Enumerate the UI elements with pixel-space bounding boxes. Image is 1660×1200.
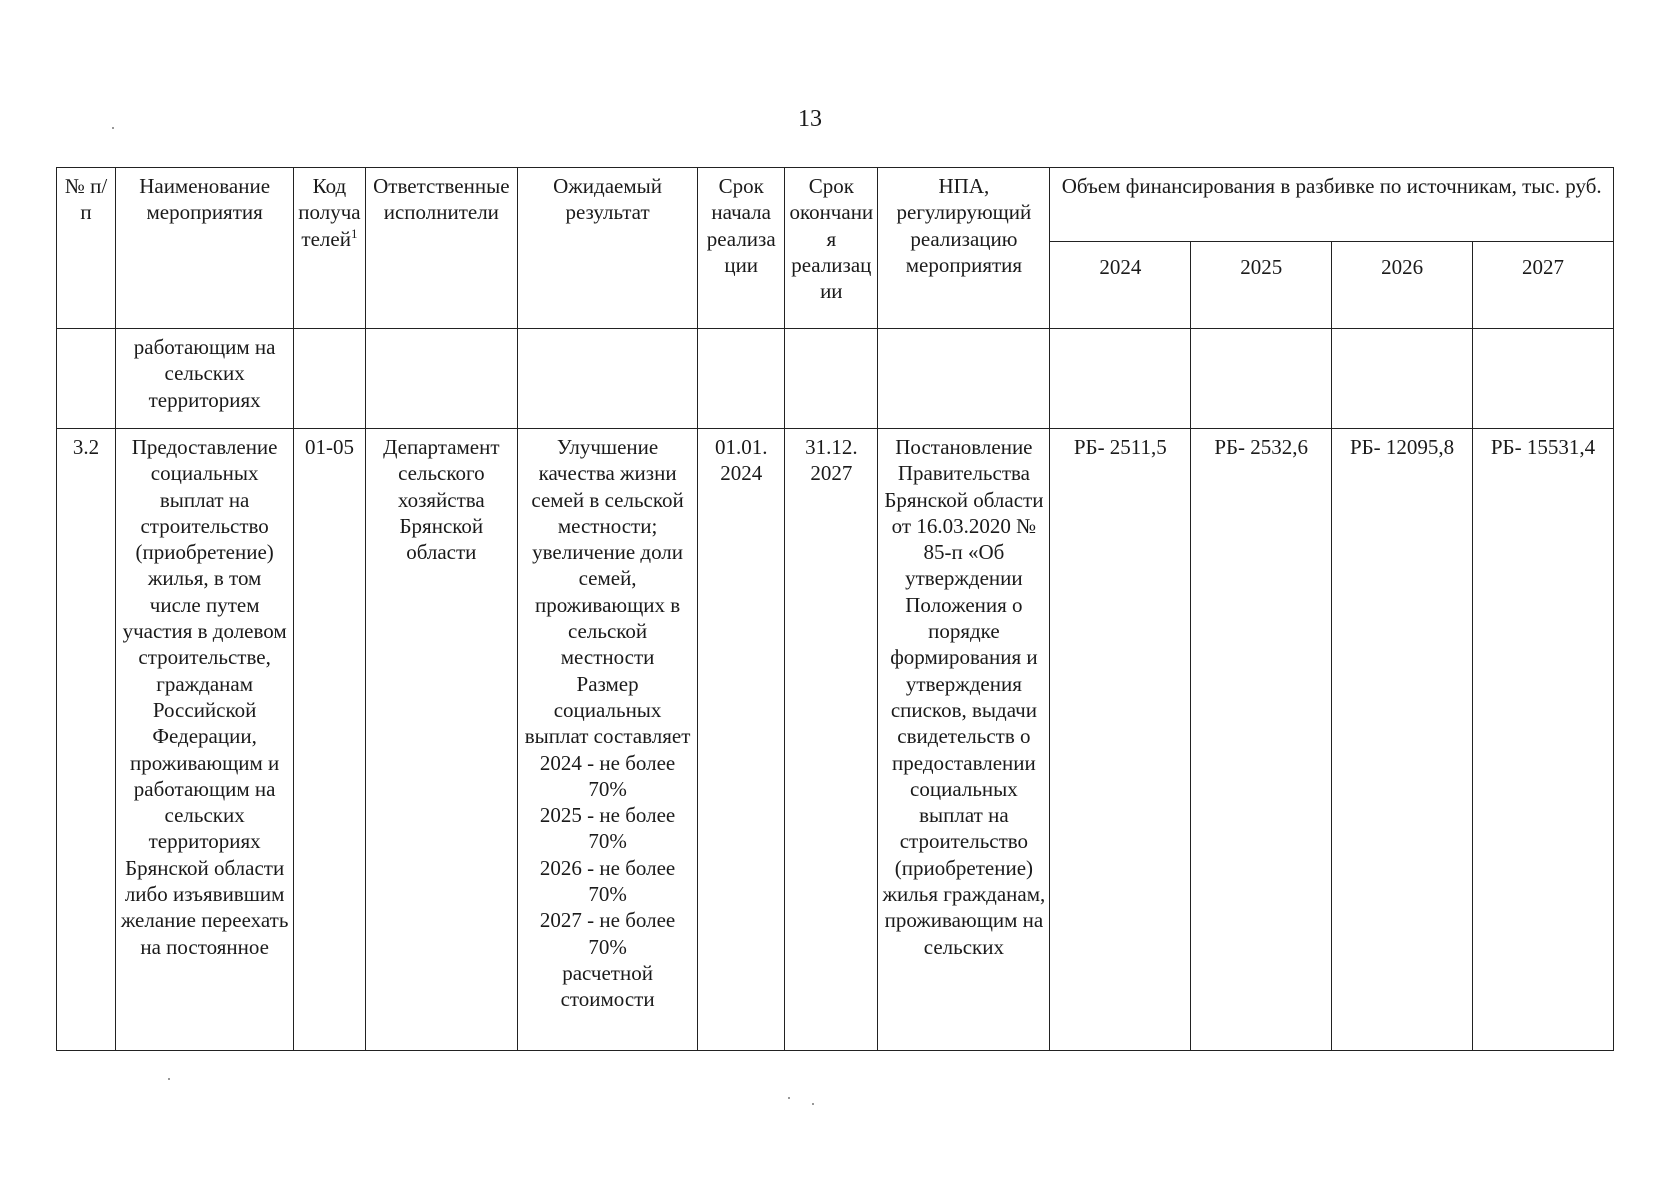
- header-name: Наименование мероприятия: [116, 168, 294, 329]
- cell-funding-2026: РБ- 12095,8: [1332, 429, 1473, 1051]
- table-row: [57, 329, 1614, 429]
- measures-table: [56, 167, 1614, 1051]
- cell-funding-2026: [1332, 329, 1473, 429]
- cell-funding-2027: РБ- 15531,4: [1473, 429, 1614, 1051]
- cell-funding-2025: [1191, 329, 1332, 429]
- cell-funding-2027: [1473, 329, 1614, 429]
- cell-name: Предоставление социальных выплат на строительство (приобретение) жилья, в том числе путем участия в долевом строительстве, гражданам Российской Федерации, проживающим и работающим на сельских территориях Брянской области либо изъявившим желание переехать на постоянное: [116, 429, 294, 1051]
- cell-name: работающим на сельских территориях: [116, 329, 294, 429]
- cell-executors: [365, 329, 517, 429]
- cell-end: 31.12. 2027: [785, 429, 878, 1051]
- scan-speck: [788, 1097, 790, 1099]
- cell-end: [785, 329, 878, 429]
- header-executors: Ответственные исполнители: [365, 168, 517, 329]
- header-year-2027: 2027: [1473, 242, 1614, 329]
- cell-num: 3.2: [57, 429, 116, 1051]
- cell-npa: [878, 329, 1050, 429]
- header-num: № п/п: [57, 168, 116, 329]
- cell-result: [517, 329, 697, 429]
- page-number: 13: [798, 106, 822, 132]
- cell-executors: Департамент сельского хозяйства Брянской области: [365, 429, 517, 1051]
- cell-funding-2024: [1050, 329, 1191, 429]
- cell-npa: Постановление Правительства Брянской области от 16.03.2020 № 85-п «Об утверждении Положения о порядке формирования и утверждения списков, выдачи свидетельств о предоставлении социальных выплат на строительство (приобретение) жилья гражданам, проживающим на сельских: [878, 429, 1050, 1051]
- header-year-2026: 2026: [1332, 242, 1473, 329]
- header-npa: НПА, регулирующий реализацию мероприятия: [878, 168, 1050, 329]
- header-code-footnote: 1: [350, 225, 358, 241]
- cell-result: Улучшение качества жизни семей в сельской местности; увеличение доли семей, проживающих в сельской местности Размер социальных выплат составляет 2024 - не более 70% 2025 - не более 70% 2026 - не более 70% 2027 - не более 70% расчетной стоимости: [517, 429, 697, 1051]
- cell-funding-2024: РБ- 2511,5: [1050, 429, 1191, 1051]
- table-row: [57, 429, 1614, 1051]
- cell-num: [57, 329, 116, 429]
- header-year-2025: 2025: [1191, 242, 1332, 329]
- header-year-2024: 2024: [1050, 242, 1191, 329]
- scan-speck: [112, 127, 114, 129]
- header-start: Срок начала реализации: [698, 168, 785, 329]
- cell-code: [294, 329, 365, 429]
- header-code-label: Код получателей: [298, 174, 361, 251]
- header-end: Срок окончания реализации: [785, 168, 878, 329]
- cell-funding-2025: РБ- 2532,6: [1191, 429, 1332, 1051]
- cell-start: 01.01. 2024: [698, 429, 785, 1051]
- scan-speck: [812, 1103, 814, 1105]
- header-code: [294, 168, 365, 329]
- header-funding: Объем финансирования в разбивке по источникам, тыс. руб.: [1050, 168, 1614, 242]
- scan-speck: [168, 1078, 170, 1080]
- header-row: [57, 168, 1614, 242]
- cell-start: [698, 329, 785, 429]
- header-result: Ожидаемый результат: [517, 168, 697, 329]
- cell-code: 01-05: [294, 429, 365, 1051]
